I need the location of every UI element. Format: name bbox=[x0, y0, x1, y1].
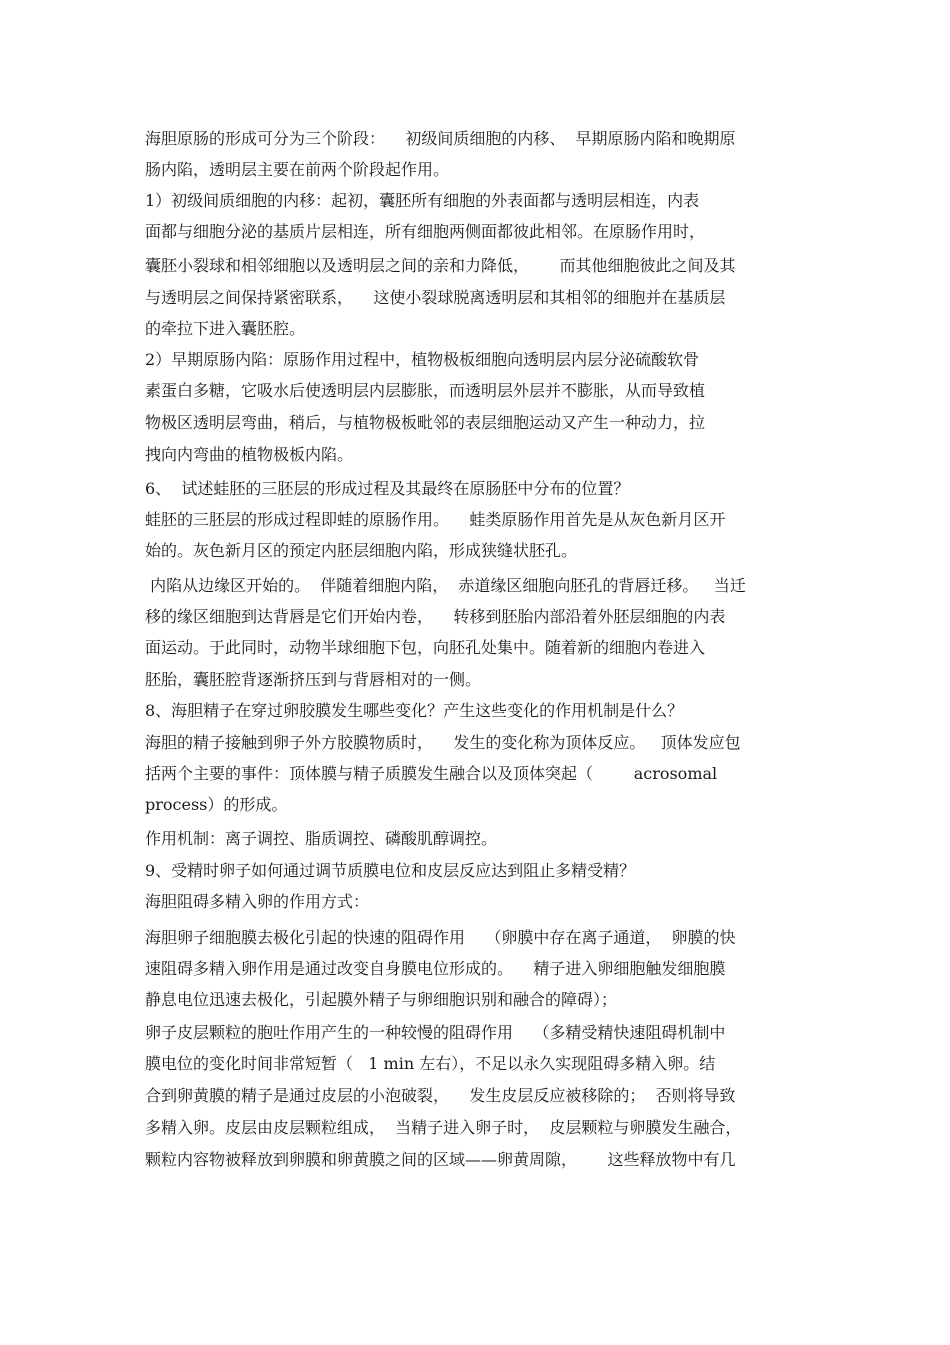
text-line: 移的缘区细胞到达背唇是它们开始内卷， 转移到胚胎内部沿着外胚层细胞的内表 bbox=[145, 607, 726, 626]
text-line: 卵子皮层颗粒的胞吐作用产生的一种较慢的阻碍作用 （多精受精快速阻碍机制中 bbox=[145, 1023, 726, 1042]
text-line: 作用机制：离子调控、脂质调控、磷酸肌醇调控。 bbox=[145, 829, 498, 848]
text-line: 囊胚小裂球和相邻细胞以及透明层之间的亲和力降低， 而其他细胞彼此之间及其 bbox=[145, 256, 736, 275]
text-line: 海胆卵子细胞膜去极化引起的快速的阻碍作用 （卵膜中存在离子通道， 卵膜的快 bbox=[145, 928, 736, 947]
text-line: 括两个主要的事件：顶体膜与精子质膜发生融合以及顶体突起（ acrosomal bbox=[145, 764, 718, 783]
text-line: 速阻碍多精入卵作用是通过改变自身膜电位形成的。 精子进入卵细胞触发细胞膜 bbox=[145, 959, 726, 978]
text-line: 海胆阻碍多精入卵的作用方式： bbox=[145, 892, 370, 911]
text-line: 面都与细胞分泌的基质片层相连，所有细胞两侧面都彼此相邻。在原肠作用时， bbox=[145, 222, 706, 241]
text-line: 始的。灰色新月区的预定内胚层细胞内陷，形成狭缝状胚孔。 bbox=[145, 541, 578, 560]
text-line: 素蛋白多糖，它吸水后使透明层内层膨胀，而透明层外层并不膨胀，从而导致植 bbox=[145, 381, 706, 400]
text-line: 静息电位迅速去极化，引起膜外精子与卵细胞识别和融合的障碍）； bbox=[145, 990, 618, 1009]
text-line: process）的形成。 bbox=[145, 795, 288, 814]
text-line: 海胆的精子接触到卵子外方胶膜物质时， 发生的变化称为顶体反应。 顶体发应包 bbox=[145, 733, 741, 752]
text-line: 颗粒内容物被释放到卵膜和卵黄膜之间的区域——卵黄周隙， 这些释放物中有几 bbox=[145, 1150, 736, 1169]
text-line: 蛙胚的三胚层的形成过程即蛙的原肠作用。 蛙类原肠作用首先是从灰色新月区开 bbox=[145, 510, 726, 529]
text-line: 1）初级间质细胞的内移：起初，囊胚所有细胞的外表面都与透明层相连，内表 bbox=[145, 191, 700, 210]
text-line: 拽向内弯曲的植物极板内陷。 bbox=[145, 445, 354, 464]
text-line: 物极区透明层弯曲，稍后，与植物极板毗邻的表层细胞运动又产生一种动力，拉 bbox=[145, 413, 706, 432]
text-line: 肠内陷，透明层主要在前两个阶段起作用。 bbox=[145, 160, 450, 179]
text-line: 胚胎，囊胚腔背逐渐挤压到与背唇相对的一侧。 bbox=[145, 670, 482, 689]
text-line: 与透明层之间保持紧密联系， 这使小裂球脱离透明层和其相邻的细胞并在基质层 bbox=[145, 288, 726, 307]
text-line: 2）早期原肠内陷：原肠作用过程中，植物极板细胞向透明层内层分泌硫酸软骨 bbox=[145, 350, 700, 369]
text-line: 内陷从边缘区开始的。 伴随着细胞内陷， 赤道缘区细胞向胚孔的背唇迁移。 当迁 bbox=[145, 576, 746, 595]
text-line: 6、 试述蛙胚的三胚层的形成过程及其最终在原肠胚中分布的位置？ bbox=[145, 479, 630, 498]
text-line: 膜电位的变化时间非常短暂（ 1 min 左右），不足以永久实现阻碍多精入卵。结 bbox=[145, 1054, 716, 1073]
text-line: 8、海胆精子在穿过卵胶膜发生哪些变化？产生这些变化的作用机制是什么？ bbox=[145, 701, 684, 720]
text-line: 海胆原肠的形成可分为三个阶段： 初级间质细胞的内移、 早期原肠内陷和晚期原 bbox=[145, 129, 736, 148]
text-line: 9、受精时卵子如何通过调节质膜电位和皮层反应达到阻止多精受精？ bbox=[145, 861, 636, 880]
text-line: 面运动。于此同时，动物半球细胞下包，向胚孔处集中。随着新的细胞内卷进入 bbox=[145, 638, 706, 657]
text-line: 多精入卵。皮层由皮层颗粒组成， 当精子进入卵子时， 皮层颗粒与卵膜发生融合， bbox=[145, 1118, 742, 1137]
text-line: 合到卵黄膜的精子是通过皮层的小泡破裂， 发生皮层反应被移除的； 否则将导致 bbox=[145, 1086, 736, 1105]
text-line: 的牵拉下进入囊胚腔。 bbox=[145, 319, 306, 338]
